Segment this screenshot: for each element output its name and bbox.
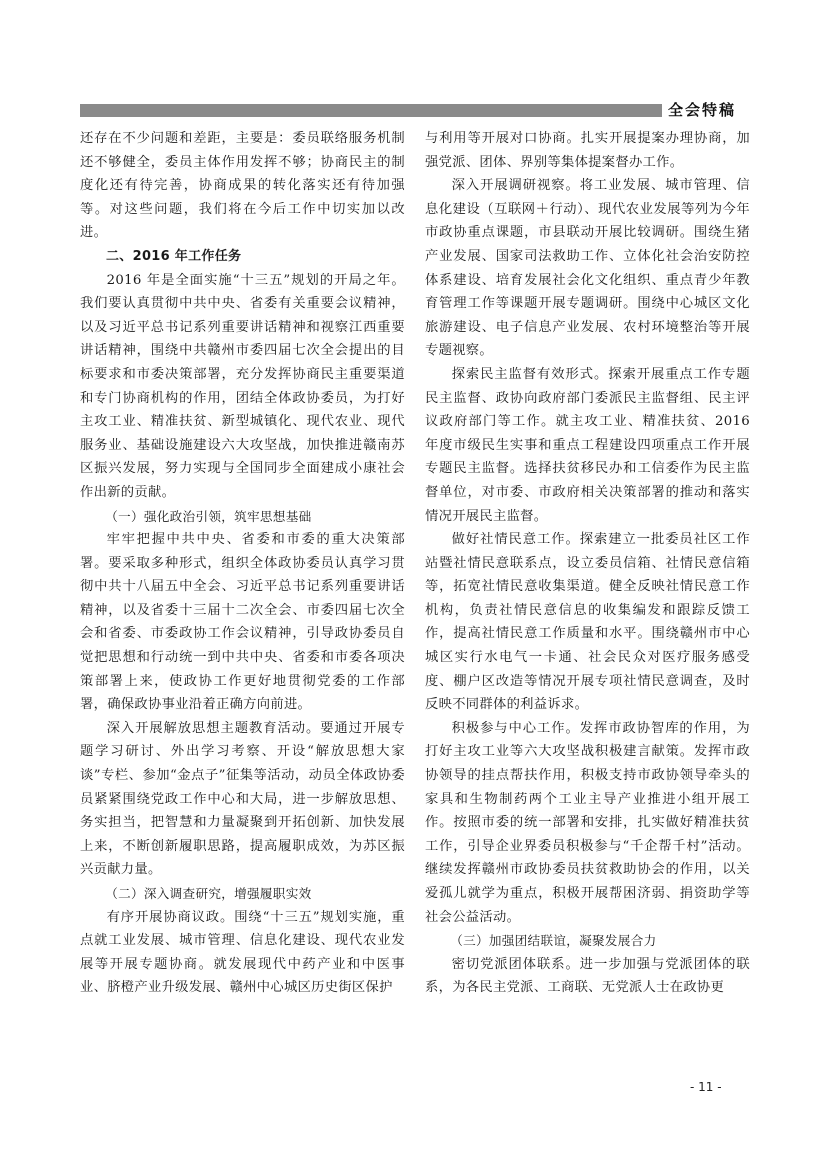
subsection-heading: （三）加强团结联谊，凝聚发展合力 <box>450 933 657 949</box>
paragraph: 探索民主监督有效形式。探索开展重点工作专题民主监督、政协向政府部门委派民主监督组、民主评议政府部门等工作。就主攻工业、精准扶贫、2016 年度市级民生实事和重点工程建设四项重点工作开展专题民主监督。选择扶贫移民办和工信委作为民主监督单位，对市委、市政府相关决策部署的推动和落实情况开展民主监督。 <box>425 366 750 524</box>
section-heading: 二、2016 年工作任务 <box>106 248 242 264</box>
left-text-column <box>80 127 405 1000</box>
paragraph: 有序开展协商议政。围绕“十三五”规划实施，重点就工业发展、城市管理、信息化建设、现代农业发展等开展专题协商。就发展现代中药产业和中医事业、脐橙产业升级发展、赣州中心城区历史街区保护 <box>80 909 405 996</box>
page-number: - 11 - <box>690 1080 722 1094</box>
paragraph: 牢牢把握中共中央、省委和市委的重大决策部署。要采取多种形式，组织全体政协委员认真学习贯彻中共十八届五中全会、习近平总书记系列重要讲话精神，以及省委十三届十二次全会、市委四届七次全会和省委、市委政协工作会议精神，引导政协委员自觉把思想和行动统一到中共中央、省委和市委各项决策部署上来，使政协工作更好地贯彻党委的工作部署，确保政协事业沿着正确方向前进。 <box>80 532 405 713</box>
subsection-heading: （一）强化政治引领，筑牢思想基础 <box>105 508 312 524</box>
subsection-heading: （二）深入调查研究，增强履职实效 <box>105 886 312 901</box>
paragraph: 积极参与中心工作。发挥市政协智库的作用，为打好主攻工业等六大攻坚战积极建言献策。发挥市政协领导的挂点帮扶作用，积极支持市政协领导牵头的家具和生物制药两个工业主导产业推进小组开展工作。按照市委的统一部署和安排，扎实做好精准扶贫工作，引导企业界委员积极参与“千企帮千村”活动。继续发挥赣州市政协委员扶贫救助协会的作用，以关爱孤儿就学为重点，积极开展帮困济弱、捐资助学等社会公益活动。 <box>425 720 750 925</box>
paragraph: 深入开展调研视察。将工业发展、城市管理、信息化建设（互联网＋行动）、现代农业发展等列为今年市政协重点课题，市县联动开展比较调研。围绕生猪产业发展、国家司法救助工作、立体化社会治安防控体系建设、培育发展社会化文化组织、重点青少年教育管理工作等课题开展专题调研。围绕中心城区文化旅游建设、电子信息产业发展、农村环境整治等开展专题视察。 <box>425 178 750 359</box>
right-text-column <box>425 127 750 1000</box>
paragraph-continued: 与利用等开展对口协商。扎实开展提案办理协商，加强党派、团体、界别等集体提案督办工作。 <box>425 131 750 170</box>
header-rule-bar <box>80 104 662 117</box>
paragraph: 做好社情民意工作。探索建立一批委员社区工作站暨社情民意联系点，设立委员信箱、社情民意信箱等，拓宽社情民意收集渠道。健全反映社情民意工作机构，负责社情民意信息的收集编发和跟踪反馈工作，提高社情民意工作质量和水平。围绕赣州市中心城区实行水电气一卡通、社会民众对医疗服务感受度、棚户区改造等情况开展专项社情民意调查，及时反映不同群体的利益诉求。 <box>425 532 750 713</box>
paragraph: 深入开展解放思想主题教育活动。要通过开展专题学习研讨、外出学习考察、开设“解放思想大家谈”专栏、参加“金点子”征集等活动，动员全体政协委员紧紧围绕党政工作中心和大局，进一步解放思想、务实担当，把智慧和力量凝聚到开拓创新、加快发展上来，不断创新履职思路，提高履职成效，为苏区振兴贡献力量。 <box>80 720 405 878</box>
paragraph: 2016 年是全面实施“十三五”规划的开局之年。我们要认真贯彻中共中央、省委有关重要会议精神，以及习近平总书记系列重要讲话精神和视察江西重要讲话精神，围绕中共赣州市委四届七次全会提出的目标要求和市委决策部署，充分发挥协商民主重要渠道和专门协商机构的作用，团结全体政协委员，为打好主攻工业、精准扶贫、新型城镇化、现代农业、现代服务业、基础设施建设六大攻坚战，加快推进赣南苏区振兴发展，努力实现与全国同步全面建成小康社会作出新的贡献。 <box>80 272 405 500</box>
paragraph: 密切党派团体联系。进一步加强与党派团体的联系，为各民主党派、工商联、无党派人士在政协更 <box>425 956 750 996</box>
section-title: 全会特稿 <box>668 101 737 119</box>
paragraph-continued: 还存在不少问题和差距，主要是：委员联络服务机制还不够健全，委员主体作用发挥不够；协商民主的制度化还有待完善，协商成果的转化落实还有待加强等。对这些问题，我们将在今后工作中切实加以改进。 <box>80 131 405 241</box>
